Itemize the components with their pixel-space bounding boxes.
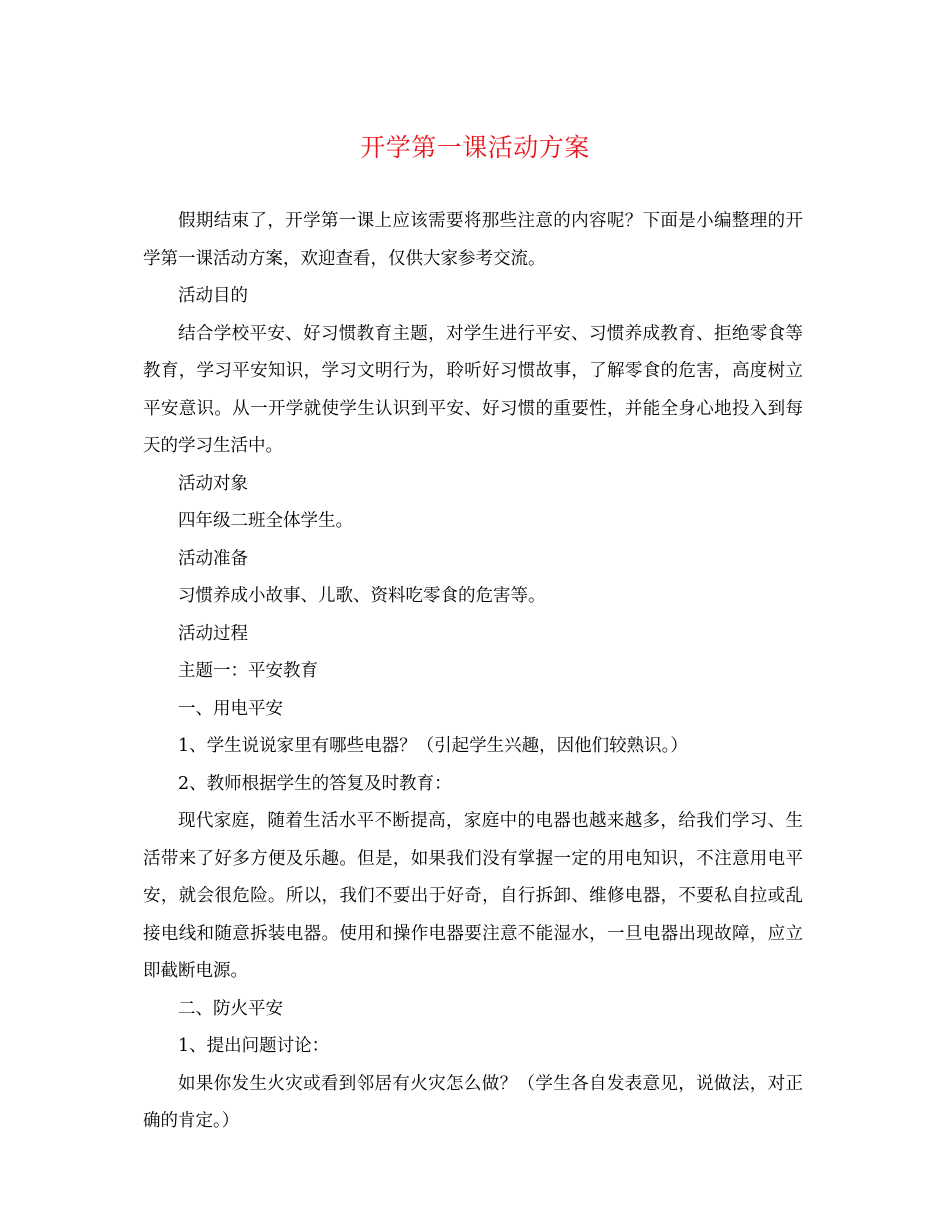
- paragraph-activity-purpose: 结合学校平安、好习惯教育主题，对学生进行平安、习惯养成教育、拒绝零食等教育，学习平安知识，学习文明行为，聆听好习惯故事，了解零食的危害，高度树立平安意识。从一开学就使学生认识到平安、好习惯的重要性，并能全身心地投入到每天的学习生活中。: [143, 323, 803, 456]
- heading-electric-safety: 一、用电平安: [178, 698, 283, 719]
- heading-fire-safety: 二、防火平安: [178, 998, 283, 1019]
- list-item-2: 2、教师根据学生的答复及时教育：: [178, 773, 452, 794]
- document-body: [143, 203, 803, 1141]
- heading-theme-one: 主题一：平安教育: [178, 661, 318, 681]
- document-title: 开学第一课活动方案: [360, 133, 590, 162]
- paragraph-fire-safety: 如果你发生火灾或看到邻居有火灾怎么做？（学生各自发表意见，说做法，对正确的肯定。）: [143, 1073, 803, 1131]
- heading-activity-process: 活动过程: [178, 623, 248, 644]
- heading-activity-preparation: 活动准备: [178, 548, 248, 569]
- paragraph-electric-safety: 现代家庭，随着生活水平不断提高，家庭中的电器也越来越多，给我们学习、生活带来了好多方便及乐趣。但是，如果我们没有掌握一定的用电知识，不注意用电平安，就会很危险。所以，我们不要出于好奇，自行拆卸、维修电器，不要私自拉或乱接电线和随意拆装电器。使用和操作电器要注意不能湿水，一旦电器出现故障，应立即截断电源。: [143, 811, 803, 981]
- paragraph-activity-preparation: 习惯养成小故事、儿歌、资料吃零食的危害等。: [178, 586, 546, 606]
- heading-activity-target: 活动对象: [178, 473, 248, 494]
- list-item-fire-1: 1、提出问题讨论：: [178, 1036, 330, 1056]
- list-item-1: 1、学生说说家里有哪些电器？（引起学生兴趣，因他们较熟识。）: [178, 736, 688, 756]
- paragraph-intro: 假期结束了，开学第一课上应该需要将那些注意的内容呢？下面是小编整理的开学第一课活动方案，欢迎查看，仅供大家参考交流。: [143, 211, 803, 269]
- heading-activity-purpose: 活动目的: [178, 286, 248, 306]
- paragraph-activity-target: 四年级二班全体学生。: [178, 511, 353, 531]
